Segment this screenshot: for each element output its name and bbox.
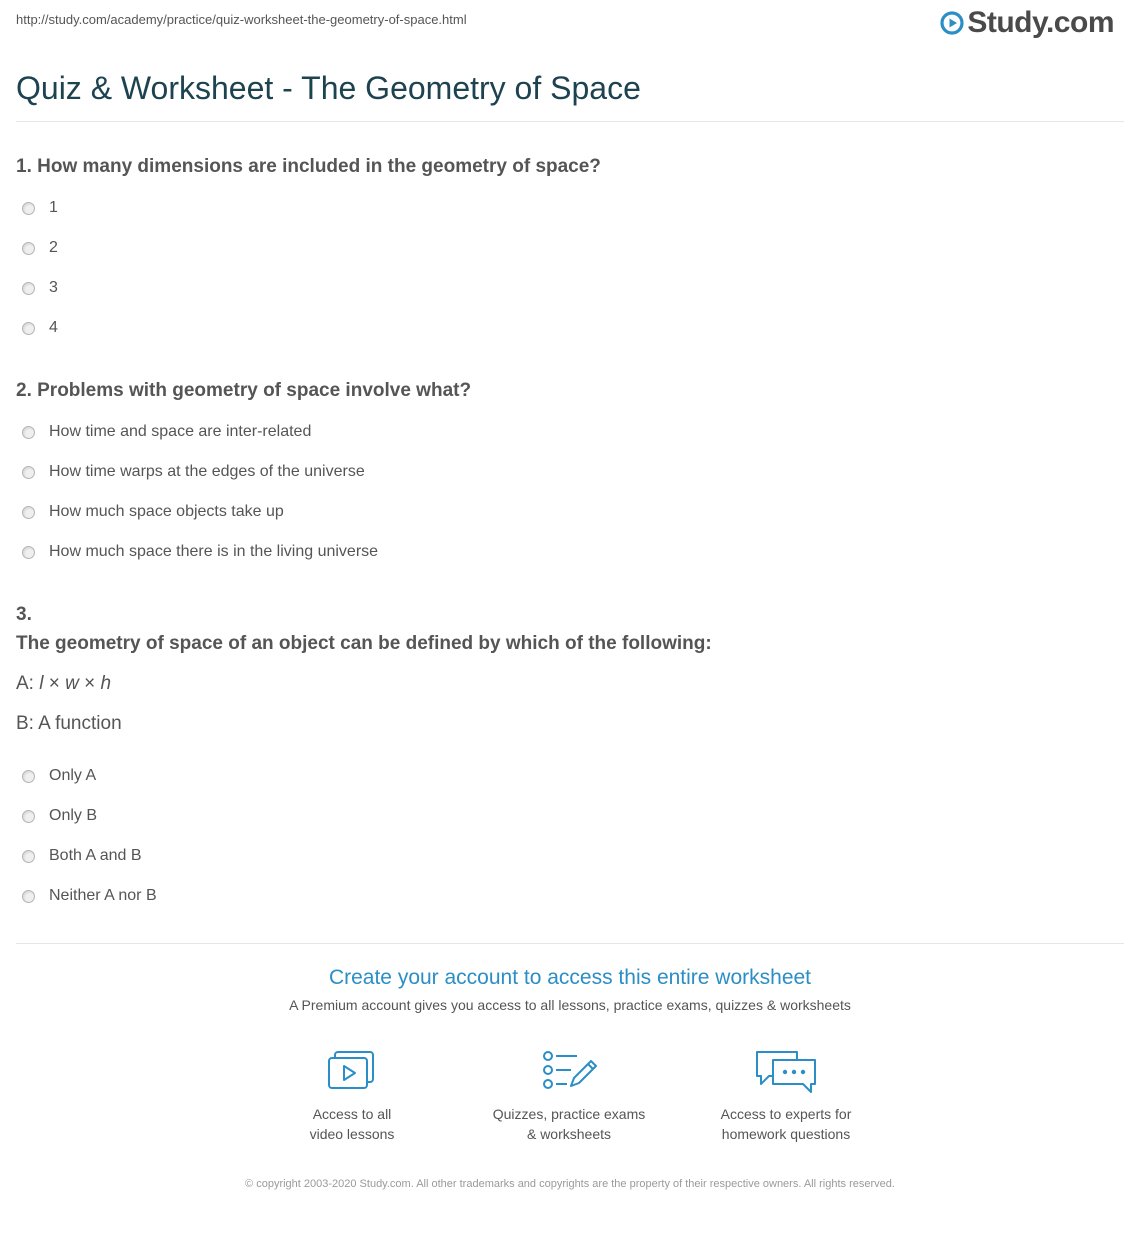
option-label: 1 <box>49 199 58 216</box>
question-3-option-1[interactable] <box>22 767 96 785</box>
radio-button[interactable] <box>22 890 35 903</box>
question-3-number: 3. <box>16 604 32 625</box>
study-logo[interactable] <box>940 6 1114 40</box>
radio-button[interactable] <box>22 850 35 863</box>
question-2-option-1[interactable] <box>22 423 311 441</box>
feature-experts <box>686 1048 886 1144</box>
times-sign: × <box>48 673 60 694</box>
video-lessons-icon <box>325 1048 379 1094</box>
create-account-link[interactable]: Create your account to access this entire worksheet <box>328 966 812 989</box>
radio-button[interactable] <box>22 242 35 255</box>
question-2-title: 2. Problems with geometry of space involve what? <box>16 380 472 401</box>
chat-bubbles-icon <box>753 1048 819 1094</box>
statement-a-prefix: A: <box>16 673 34 694</box>
option-label: 2 <box>49 239 58 256</box>
copyright-notice: © copyright 2003-2020 Study.com. All other trademarks and copyrights are the property of their respective owners. All rights reserved. <box>245 1178 895 1190</box>
var-h: h <box>100 673 112 694</box>
var-l: l <box>39 673 44 694</box>
question-2-option-4[interactable] <box>22 543 378 561</box>
question-3-prompt: The geometry of space of an object can be defined by which of the following: <box>16 633 712 654</box>
page-title: Quiz & Worksheet - The Geometry of Space <box>16 70 641 106</box>
question-1-option-2[interactable] <box>22 239 58 257</box>
question-3-statement-b: B: A function <box>16 713 122 734</box>
play-circle-icon <box>940 11 964 35</box>
question-3-statement-a <box>16 673 111 695</box>
radio-button[interactable] <box>22 322 35 335</box>
question-2-option-3[interactable] <box>22 503 284 521</box>
radio-button[interactable] <box>22 282 35 295</box>
option-label: 4 <box>49 319 58 336</box>
option-label: Only B <box>49 807 98 824</box>
question-3-option-3[interactable] <box>22 847 142 865</box>
radio-button[interactable] <box>22 426 35 439</box>
feature-quizzes <box>469 1048 669 1144</box>
option-label: How much space there is in the living universe <box>49 543 379 560</box>
feature-label: Access to all video lessons <box>309 1106 395 1142</box>
feature-label: Quizzes, practice exams & worksheets <box>492 1106 646 1142</box>
radio-button[interactable] <box>22 466 35 479</box>
var-w: w <box>65 673 79 694</box>
question-3-option-4[interactable] <box>22 887 157 905</box>
radio-button[interactable] <box>22 202 35 215</box>
question-1-option-3[interactable] <box>22 279 58 297</box>
feature-label: Access to experts for homework questions <box>720 1106 852 1142</box>
section-divider <box>16 943 1124 944</box>
option-label: How time warps at the edges of the universe <box>49 463 365 480</box>
title-divider <box>16 121 1124 122</box>
question-1-option-1[interactable] <box>22 199 58 217</box>
question-3-option-2[interactable] <box>22 807 97 825</box>
premium-description: A Premium account gives you access to all lessons, practice exams, quizzes & worksheets <box>289 997 851 1013</box>
radio-button[interactable] <box>22 546 35 559</box>
question-1-option-4[interactable] <box>22 319 58 337</box>
radio-button[interactable] <box>22 506 35 519</box>
option-label: 3 <box>49 279 58 296</box>
feature-video-lessons <box>252 1048 452 1144</box>
radio-button[interactable] <box>22 770 35 783</box>
question-1-title: 1. How many dimensions are included in the geometry of space? <box>16 156 601 177</box>
question-2-option-2[interactable] <box>22 463 365 481</box>
option-label: Only A <box>49 767 97 784</box>
logo-text: Study.com <box>967 6 1114 39</box>
page-url: http://study.com/academy/practice/quiz-worksheet-the-geometry-of-space.html <box>16 12 467 27</box>
option-label: How time and space are inter-related <box>49 423 312 440</box>
times-sign: × <box>84 673 96 694</box>
option-label: Neither A nor B <box>49 887 157 904</box>
quiz-checklist-icon <box>541 1048 597 1094</box>
radio-button[interactable] <box>22 810 35 823</box>
option-label: How much space objects take up <box>49 503 284 520</box>
option-label: Both A and B <box>49 847 142 864</box>
